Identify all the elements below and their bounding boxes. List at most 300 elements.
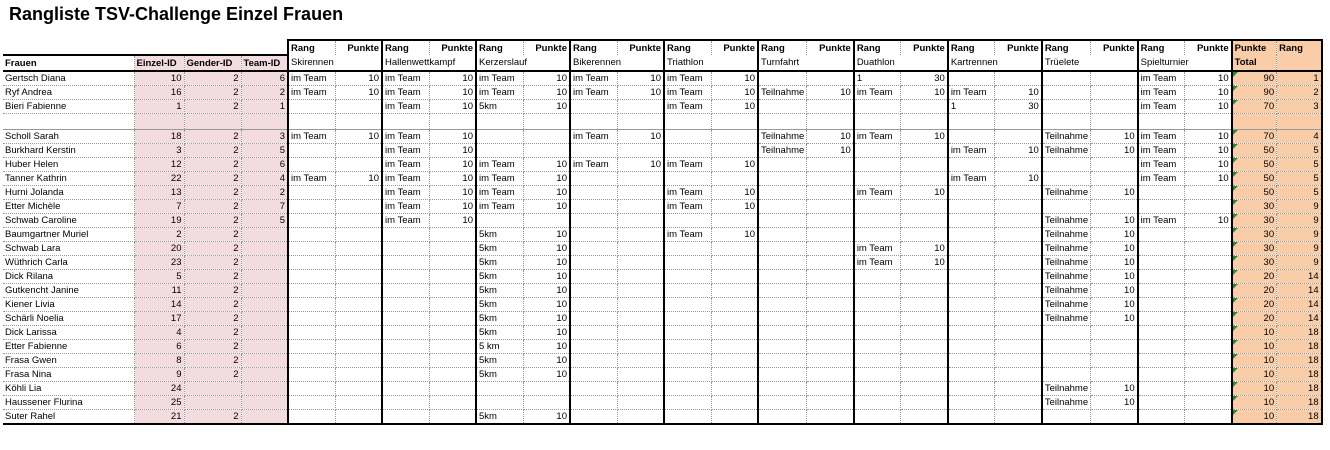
discipline-points-cell[interactable] bbox=[807, 270, 854, 284]
discipline-points-cell[interactable]: 10 bbox=[1091, 214, 1138, 228]
discipline-rank-cell[interactable]: im Team bbox=[1138, 130, 1185, 144]
discipline-points-cell[interactable] bbox=[335, 340, 382, 354]
spacer-cell[interactable] bbox=[664, 114, 711, 130]
discipline-points-cell[interactable] bbox=[901, 382, 948, 396]
discipline-points-cell[interactable]: 30 bbox=[901, 71, 948, 86]
discipline-rank-cell[interactable]: Teilnahme bbox=[758, 86, 807, 100]
spacer-cell[interactable] bbox=[948, 114, 995, 130]
discipline-rank-cell[interactable] bbox=[288, 396, 335, 410]
discipline-points-cell[interactable]: 10 bbox=[1185, 130, 1232, 144]
header-total-label[interactable]: Total bbox=[1232, 55, 1277, 71]
discipline-rank-cell[interactable]: Teilnahme bbox=[1042, 312, 1091, 326]
discipline-rank-cell[interactable] bbox=[382, 396, 429, 410]
discipline-points-cell[interactable] bbox=[901, 354, 948, 368]
gender-id-cell[interactable]: 2 bbox=[184, 130, 241, 144]
discipline-points-cell[interactable] bbox=[711, 396, 758, 410]
discipline-rank-cell[interactable] bbox=[664, 382, 711, 396]
discipline-rank-cell[interactable] bbox=[382, 326, 429, 340]
discipline-rank-cell[interactable] bbox=[382, 340, 429, 354]
team-id-cell[interactable] bbox=[241, 242, 288, 256]
discipline-rank-cell[interactable]: 1 bbox=[948, 100, 995, 114]
discipline-points-cell[interactable]: 10 bbox=[1091, 312, 1138, 326]
discipline-points-cell[interactable]: 10 bbox=[523, 256, 570, 270]
discipline-rank-cell[interactable] bbox=[948, 158, 995, 172]
discipline-points-cell[interactable]: 10 bbox=[523, 172, 570, 186]
total-points-cell[interactable]: 50 bbox=[1232, 144, 1277, 158]
athlete-name-cell[interactable]: Etter Michèle bbox=[3, 200, 134, 214]
gender-id-cell[interactable]: 2 bbox=[184, 270, 241, 284]
discipline-points-cell[interactable]: 10 bbox=[1091, 144, 1138, 158]
team-id-cell[interactable]: 4 bbox=[241, 172, 288, 186]
total-points-cell[interactable]: 10 bbox=[1232, 326, 1277, 340]
discipline-rank-cell[interactable]: im Team bbox=[382, 200, 429, 214]
discipline-rank-cell[interactable]: Teilnahme bbox=[1042, 284, 1091, 298]
header-einzel-id[interactable]: Einzel-ID bbox=[134, 55, 184, 71]
discipline-rank-cell[interactable]: im Team bbox=[382, 86, 429, 100]
discipline-points-cell[interactable] bbox=[335, 354, 382, 368]
discipline-points-cell[interactable]: 10 bbox=[1091, 396, 1138, 410]
discipline-points-cell[interactable] bbox=[807, 410, 854, 425]
gender-id-cell[interactable]: 2 bbox=[184, 144, 241, 158]
discipline-rank-cell[interactable]: im Team bbox=[288, 172, 335, 186]
discipline-rank-cell[interactable] bbox=[758, 284, 807, 298]
discipline-points-cell[interactable] bbox=[807, 71, 854, 86]
discipline-points-cell[interactable] bbox=[335, 382, 382, 396]
discipline-points-cell[interactable] bbox=[995, 368, 1042, 382]
discipline-rank-cell[interactable]: Teilnahme bbox=[758, 130, 807, 144]
discipline-points-cell[interactable] bbox=[335, 284, 382, 298]
einzel-id-cell[interactable]: 8 bbox=[134, 354, 184, 368]
discipline-points-cell[interactable] bbox=[711, 382, 758, 396]
discipline-points-cell[interactable]: 10 bbox=[523, 186, 570, 200]
discipline-points-cell[interactable] bbox=[995, 130, 1042, 144]
einzel-id-cell[interactable]: 16 bbox=[134, 86, 184, 100]
discipline-points-cell[interactable] bbox=[617, 410, 664, 425]
header-rang-label[interactable]: Rang bbox=[758, 40, 807, 55]
discipline-rank-cell[interactable] bbox=[854, 270, 901, 284]
team-id-cell[interactable] bbox=[241, 312, 288, 326]
discipline-rank-cell[interactable] bbox=[758, 354, 807, 368]
header-blank-cell[interactable] bbox=[241, 40, 288, 55]
discipline-points-cell[interactable] bbox=[995, 340, 1042, 354]
discipline-points-cell[interactable]: 10 bbox=[1091, 186, 1138, 200]
discipline-rank-cell[interactable] bbox=[948, 368, 995, 382]
discipline-rank-cell[interactable] bbox=[948, 71, 995, 86]
team-id-cell[interactable] bbox=[241, 326, 288, 340]
discipline-points-cell[interactable]: 10 bbox=[523, 354, 570, 368]
discipline-rank-cell[interactable] bbox=[758, 382, 807, 396]
discipline-rank-cell[interactable] bbox=[664, 256, 711, 270]
athlete-name-cell[interactable]: Baumgartner Muriel bbox=[3, 228, 134, 242]
discipline-rank-cell[interactable]: 5km bbox=[476, 410, 523, 425]
discipline-rank-cell[interactable] bbox=[1042, 200, 1091, 214]
athlete-name-cell[interactable]: Huber Helen bbox=[3, 158, 134, 172]
discipline-points-cell[interactable] bbox=[617, 326, 664, 340]
discipline-rank-cell[interactable] bbox=[664, 172, 711, 186]
discipline-points-cell[interactable] bbox=[1091, 172, 1138, 186]
team-id-cell[interactable] bbox=[241, 256, 288, 270]
spacer-cell[interactable] bbox=[1138, 114, 1185, 130]
discipline-rank-cell[interactable] bbox=[382, 410, 429, 425]
discipline-rank-cell[interactable] bbox=[382, 256, 429, 270]
discipline-points-cell[interactable] bbox=[617, 214, 664, 228]
gender-id-cell[interactable]: 2 bbox=[184, 71, 241, 86]
discipline-rank-cell[interactable]: im Team bbox=[382, 130, 429, 144]
discipline-rank-cell[interactable]: Teilnahme bbox=[1042, 242, 1091, 256]
discipline-points-cell[interactable] bbox=[617, 100, 664, 114]
discipline-rank-cell[interactable] bbox=[854, 100, 901, 114]
discipline-points-cell[interactable] bbox=[335, 228, 382, 242]
discipline-points-cell[interactable]: 10 bbox=[523, 100, 570, 114]
discipline-rank-cell[interactable] bbox=[854, 214, 901, 228]
total-points-cell[interactable]: 90 bbox=[1232, 71, 1277, 86]
discipline-points-cell[interactable] bbox=[1185, 396, 1232, 410]
athlete-name-cell[interactable]: Suter Rahel bbox=[3, 410, 134, 425]
discipline-points-cell[interactable] bbox=[617, 172, 664, 186]
discipline-rank-cell[interactable]: 5km bbox=[476, 228, 523, 242]
total-points-cell[interactable]: 50 bbox=[1232, 186, 1277, 200]
discipline-rank-cell[interactable] bbox=[570, 312, 617, 326]
header-blank-cell[interactable] bbox=[134, 40, 184, 55]
discipline-rank-cell[interactable] bbox=[854, 144, 901, 158]
gender-id-cell[interactable]: 2 bbox=[184, 172, 241, 186]
discipline-points-cell[interactable] bbox=[429, 298, 476, 312]
final-rank-cell[interactable]: 14 bbox=[1277, 298, 1322, 312]
discipline-rank-cell[interactable]: im Team bbox=[1138, 214, 1185, 228]
discipline-points-cell[interactable]: 10 bbox=[1091, 270, 1138, 284]
discipline-points-cell[interactable]: 10 bbox=[711, 100, 758, 114]
header-blank-cell[interactable] bbox=[184, 40, 241, 55]
discipline-points-cell[interactable] bbox=[807, 100, 854, 114]
discipline-points-cell[interactable]: 10 bbox=[523, 242, 570, 256]
gender-id-cell[interactable]: 2 bbox=[184, 242, 241, 256]
discipline-points-cell[interactable] bbox=[523, 214, 570, 228]
spacer-cell[interactable] bbox=[1232, 114, 1277, 130]
discipline-points-cell[interactable]: 10 bbox=[1091, 382, 1138, 396]
discipline-rank-cell[interactable]: im Team bbox=[664, 228, 711, 242]
discipline-rank-cell[interactable]: im Team bbox=[476, 71, 523, 86]
discipline-points-cell[interactable] bbox=[1091, 86, 1138, 100]
header-punkte-label[interactable]: Punkte bbox=[335, 40, 382, 55]
final-rank-cell[interactable]: 14 bbox=[1277, 284, 1322, 298]
spacer-cell[interactable] bbox=[901, 114, 948, 130]
athlete-name-cell[interactable]: Gutkencht Janine bbox=[3, 284, 134, 298]
discipline-points-cell[interactable]: 10 bbox=[523, 270, 570, 284]
discipline-rank-cell[interactable] bbox=[288, 200, 335, 214]
total-points-cell[interactable]: 90 bbox=[1232, 86, 1277, 100]
discipline-rank-cell[interactable]: im Team bbox=[476, 186, 523, 200]
discipline-points-cell[interactable] bbox=[429, 228, 476, 242]
discipline-points-cell[interactable] bbox=[335, 158, 382, 172]
discipline-rank-cell[interactable]: im Team bbox=[382, 100, 429, 114]
discipline-rank-cell[interactable] bbox=[288, 382, 335, 396]
spacer-cell[interactable] bbox=[476, 114, 523, 130]
einzel-id-cell[interactable]: 9 bbox=[134, 368, 184, 382]
einzel-id-cell[interactable]: 11 bbox=[134, 284, 184, 298]
total-points-cell[interactable]: 30 bbox=[1232, 256, 1277, 270]
discipline-rank-cell[interactable]: im Team bbox=[948, 86, 995, 100]
discipline-rank-cell[interactable]: im Team bbox=[1138, 100, 1185, 114]
discipline-points-cell[interactable]: 10 bbox=[901, 130, 948, 144]
discipline-points-cell[interactable] bbox=[711, 354, 758, 368]
discipline-points-cell[interactable]: 10 bbox=[995, 172, 1042, 186]
final-rank-cell[interactable]: 9 bbox=[1277, 228, 1322, 242]
team-id-cell[interactable]: 2 bbox=[241, 86, 288, 100]
gender-id-cell[interactable]: 2 bbox=[184, 326, 241, 340]
team-id-cell[interactable] bbox=[241, 410, 288, 425]
discipline-rank-cell[interactable] bbox=[1042, 410, 1091, 425]
discipline-rank-cell[interactable] bbox=[948, 228, 995, 242]
discipline-rank-cell[interactable] bbox=[570, 354, 617, 368]
discipline-points-cell[interactable]: 10 bbox=[429, 86, 476, 100]
discipline-points-cell[interactable] bbox=[901, 326, 948, 340]
discipline-rank-cell[interactable]: im Team bbox=[382, 172, 429, 186]
discipline-points-cell[interactable] bbox=[995, 284, 1042, 298]
discipline-rank-cell[interactable]: 1 bbox=[854, 71, 901, 86]
discipline-rank-cell[interactable]: Teilnahme bbox=[1042, 130, 1091, 144]
discipline-rank-cell[interactable] bbox=[948, 214, 995, 228]
discipline-points-cell[interactable]: 10 bbox=[995, 86, 1042, 100]
discipline-points-cell[interactable] bbox=[1185, 242, 1232, 256]
team-id-cell[interactable] bbox=[241, 340, 288, 354]
discipline-rank-cell[interactable] bbox=[1138, 242, 1185, 256]
gender-id-cell[interactable]: 2 bbox=[184, 354, 241, 368]
discipline-points-cell[interactable]: 10 bbox=[523, 298, 570, 312]
discipline-points-cell[interactable] bbox=[1185, 270, 1232, 284]
total-points-cell[interactable]: 30 bbox=[1232, 214, 1277, 228]
discipline-points-cell[interactable]: 10 bbox=[523, 340, 570, 354]
discipline-points-cell[interactable] bbox=[335, 256, 382, 270]
discipline-rank-cell[interactable] bbox=[1138, 200, 1185, 214]
discipline-points-cell[interactable] bbox=[1091, 158, 1138, 172]
discipline-points-cell[interactable] bbox=[901, 172, 948, 186]
discipline-points-cell[interactable] bbox=[807, 298, 854, 312]
discipline-rank-cell[interactable]: im Team bbox=[288, 71, 335, 86]
discipline-rank-cell[interactable] bbox=[854, 326, 901, 340]
discipline-points-cell[interactable] bbox=[1185, 284, 1232, 298]
discipline-points-cell[interactable] bbox=[995, 242, 1042, 256]
discipline-points-cell[interactable] bbox=[901, 214, 948, 228]
discipline-points-cell[interactable] bbox=[1185, 298, 1232, 312]
discipline-points-cell[interactable]: 10 bbox=[1091, 256, 1138, 270]
discipline-rank-cell[interactable] bbox=[288, 368, 335, 382]
gender-id-cell[interactable] bbox=[184, 396, 241, 410]
discipline-points-cell[interactable] bbox=[617, 354, 664, 368]
header-rang-label[interactable]: Rang bbox=[570, 40, 617, 55]
discipline-rank-cell[interactable]: im Team bbox=[854, 242, 901, 256]
einzel-id-cell[interactable]: 23 bbox=[134, 256, 184, 270]
discipline-points-cell[interactable] bbox=[335, 214, 382, 228]
discipline-rank-cell[interactable] bbox=[570, 298, 617, 312]
total-points-cell[interactable]: 70 bbox=[1232, 100, 1277, 114]
spacer-cell[interactable] bbox=[335, 114, 382, 130]
gender-id-cell[interactable] bbox=[184, 382, 241, 396]
athlete-name-cell[interactable]: Hurni Jolanda bbox=[3, 186, 134, 200]
discipline-points-cell[interactable] bbox=[1091, 100, 1138, 114]
discipline-name[interactable]: Kartrennen bbox=[948, 55, 1042, 71]
discipline-rank-cell[interactable] bbox=[1042, 71, 1091, 86]
header-rang-label[interactable]: Rang bbox=[1138, 40, 1185, 55]
discipline-points-cell[interactable]: 10 bbox=[1185, 86, 1232, 100]
discipline-rank-cell[interactable] bbox=[288, 242, 335, 256]
athlete-name-cell[interactable]: Bieri Fabienne bbox=[3, 100, 134, 114]
discipline-rank-cell[interactable] bbox=[1138, 270, 1185, 284]
discipline-rank-cell[interactable] bbox=[570, 410, 617, 425]
discipline-points-cell[interactable] bbox=[335, 396, 382, 410]
discipline-points-cell[interactable] bbox=[429, 410, 476, 425]
discipline-points-cell[interactable] bbox=[617, 270, 664, 284]
discipline-rank-cell[interactable] bbox=[758, 298, 807, 312]
discipline-points-cell[interactable]: 10 bbox=[1185, 144, 1232, 158]
gender-id-cell[interactable]: 2 bbox=[184, 368, 241, 382]
discipline-rank-cell[interactable] bbox=[948, 396, 995, 410]
gender-id-cell[interactable]: 2 bbox=[184, 186, 241, 200]
discipline-points-cell[interactable] bbox=[429, 340, 476, 354]
team-id-cell[interactable] bbox=[241, 382, 288, 396]
discipline-name[interactable]: Skirennen bbox=[288, 55, 382, 71]
discipline-points-cell[interactable] bbox=[901, 100, 948, 114]
discipline-rank-cell[interactable] bbox=[570, 396, 617, 410]
discipline-points-cell[interactable] bbox=[1185, 312, 1232, 326]
header-team-id[interactable]: Team-ID bbox=[241, 55, 288, 71]
discipline-rank-cell[interactable] bbox=[382, 284, 429, 298]
discipline-rank-cell[interactable] bbox=[382, 228, 429, 242]
discipline-rank-cell[interactable] bbox=[1138, 284, 1185, 298]
athlete-name-cell[interactable]: Schwab Lara bbox=[3, 242, 134, 256]
discipline-points-cell[interactable] bbox=[711, 326, 758, 340]
header-punkte-label[interactable]: Punkte bbox=[429, 40, 476, 55]
discipline-rank-cell[interactable] bbox=[288, 312, 335, 326]
discipline-points-cell[interactable] bbox=[523, 396, 570, 410]
discipline-points-cell[interactable]: 10 bbox=[1091, 130, 1138, 144]
discipline-rank-cell[interactable] bbox=[948, 326, 995, 340]
discipline-rank-cell[interactable] bbox=[758, 312, 807, 326]
discipline-rank-cell[interactable] bbox=[570, 200, 617, 214]
discipline-rank-cell[interactable]: im Team bbox=[476, 86, 523, 100]
discipline-points-cell[interactable] bbox=[901, 284, 948, 298]
discipline-rank-cell[interactable] bbox=[1042, 100, 1091, 114]
final-rank-cell[interactable]: 5 bbox=[1277, 144, 1322, 158]
gender-id-cell[interactable]: 2 bbox=[184, 100, 241, 114]
discipline-points-cell[interactable] bbox=[429, 256, 476, 270]
discipline-rank-cell[interactable] bbox=[854, 200, 901, 214]
discipline-points-cell[interactable] bbox=[995, 228, 1042, 242]
discipline-rank-cell[interactable] bbox=[570, 284, 617, 298]
discipline-rank-cell[interactable] bbox=[948, 186, 995, 200]
spacer-cell[interactable] bbox=[134, 114, 184, 130]
discipline-rank-cell[interactable] bbox=[382, 382, 429, 396]
discipline-rank-cell[interactable] bbox=[758, 270, 807, 284]
discipline-rank-cell[interactable] bbox=[664, 144, 711, 158]
discipline-points-cell[interactable] bbox=[995, 298, 1042, 312]
discipline-points-cell[interactable] bbox=[807, 326, 854, 340]
discipline-points-cell[interactable] bbox=[901, 368, 948, 382]
discipline-points-cell[interactable] bbox=[711, 144, 758, 158]
discipline-points-cell[interactable] bbox=[617, 186, 664, 200]
discipline-rank-cell[interactable]: 5km bbox=[476, 368, 523, 382]
discipline-rank-cell[interactable] bbox=[948, 312, 995, 326]
discipline-rank-cell[interactable] bbox=[854, 172, 901, 186]
discipline-points-cell[interactable]: 10 bbox=[1091, 284, 1138, 298]
discipline-rank-cell[interactable] bbox=[664, 340, 711, 354]
discipline-points-cell[interactable]: 10 bbox=[807, 130, 854, 144]
discipline-points-cell[interactable] bbox=[617, 144, 664, 158]
discipline-points-cell[interactable] bbox=[901, 228, 948, 242]
team-id-cell[interactable]: 3 bbox=[241, 130, 288, 144]
discipline-points-cell[interactable]: 10 bbox=[429, 71, 476, 86]
spacer-cell[interactable] bbox=[429, 114, 476, 130]
discipline-name[interactable]: Duathlon bbox=[854, 55, 948, 71]
discipline-rank-cell[interactable]: Teilnahme bbox=[1042, 396, 1091, 410]
discipline-rank-cell[interactable] bbox=[382, 298, 429, 312]
discipline-points-cell[interactable] bbox=[1185, 186, 1232, 200]
discipline-points-cell[interactable]: 10 bbox=[429, 186, 476, 200]
discipline-points-cell[interactable]: 10 bbox=[1185, 172, 1232, 186]
spacer-cell[interactable] bbox=[711, 114, 758, 130]
discipline-points-cell[interactable] bbox=[995, 326, 1042, 340]
discipline-rank-cell[interactable]: im Team bbox=[288, 130, 335, 144]
discipline-rank-cell[interactable]: im Team bbox=[1138, 71, 1185, 86]
discipline-points-cell[interactable]: 10 bbox=[711, 228, 758, 242]
discipline-rank-cell[interactable] bbox=[854, 340, 901, 354]
discipline-points-cell[interactable] bbox=[711, 242, 758, 256]
final-rank-cell[interactable]: 9 bbox=[1277, 242, 1322, 256]
discipline-rank-cell[interactable]: im Team bbox=[664, 200, 711, 214]
discipline-rank-cell[interactable] bbox=[948, 242, 995, 256]
discipline-points-cell[interactable] bbox=[807, 214, 854, 228]
discipline-points-cell[interactable]: 10 bbox=[523, 71, 570, 86]
spacer-cell[interactable] bbox=[1185, 114, 1232, 130]
discipline-points-cell[interactable]: 10 bbox=[523, 228, 570, 242]
discipline-rank-cell[interactable]: im Team bbox=[476, 158, 523, 172]
discipline-points-cell[interactable]: 10 bbox=[335, 130, 382, 144]
discipline-points-cell[interactable]: 10 bbox=[335, 71, 382, 86]
discipline-points-cell[interactable]: 10 bbox=[523, 284, 570, 298]
discipline-rank-cell[interactable] bbox=[1138, 410, 1185, 425]
discipline-points-cell[interactable]: 10 bbox=[523, 158, 570, 172]
discipline-points-cell[interactable] bbox=[807, 256, 854, 270]
discipline-rank-cell[interactable]: im Team bbox=[1138, 158, 1185, 172]
discipline-points-cell[interactable]: 10 bbox=[523, 200, 570, 214]
discipline-rank-cell[interactable] bbox=[854, 396, 901, 410]
athlete-name-cell[interactable]: Scholl Sarah bbox=[3, 130, 134, 144]
discipline-points-cell[interactable] bbox=[807, 200, 854, 214]
einzel-id-cell[interactable]: 21 bbox=[134, 410, 184, 425]
discipline-rank-cell[interactable]: 5km bbox=[476, 298, 523, 312]
discipline-name[interactable]: Trüelete bbox=[1042, 55, 1138, 71]
discipline-rank-cell[interactable] bbox=[570, 100, 617, 114]
discipline-points-cell[interactable]: 10 bbox=[1091, 228, 1138, 242]
discipline-rank-cell[interactable] bbox=[948, 298, 995, 312]
discipline-rank-cell[interactable]: 5km bbox=[476, 312, 523, 326]
discipline-rank-cell[interactable] bbox=[288, 144, 335, 158]
discipline-rank-cell[interactable] bbox=[854, 368, 901, 382]
header-rang-label[interactable]: Rang bbox=[664, 40, 711, 55]
discipline-points-cell[interactable] bbox=[711, 256, 758, 270]
discipline-points-cell[interactable] bbox=[1091, 200, 1138, 214]
discipline-points-cell[interactable] bbox=[523, 382, 570, 396]
discipline-rank-cell[interactable] bbox=[1138, 340, 1185, 354]
discipline-rank-cell[interactable] bbox=[476, 214, 523, 228]
discipline-rank-cell[interactable]: im Team bbox=[854, 130, 901, 144]
discipline-rank-cell[interactable]: im Team bbox=[854, 186, 901, 200]
discipline-points-cell[interactable] bbox=[807, 158, 854, 172]
discipline-points-cell[interactable] bbox=[335, 298, 382, 312]
discipline-rank-cell[interactable]: im Team bbox=[382, 158, 429, 172]
discipline-name[interactable]: Hallenwettkampf bbox=[382, 55, 476, 71]
discipline-rank-cell[interactable]: im Team bbox=[1138, 86, 1185, 100]
discipline-points-cell[interactable] bbox=[901, 340, 948, 354]
